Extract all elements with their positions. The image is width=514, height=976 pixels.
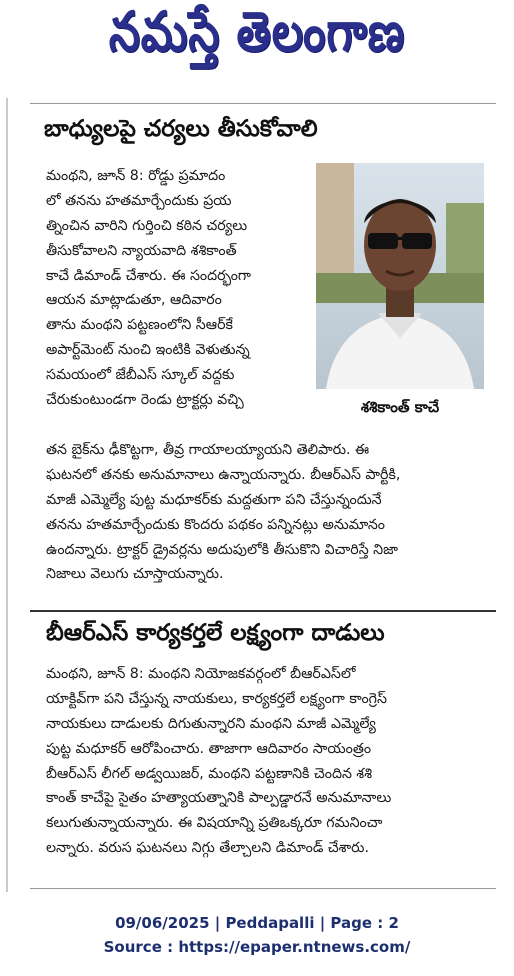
body-line: నాయకులు దాడులకు దిగుతున్నారని మంథని మాజీ ఎమ్మెల్యే [46, 715, 376, 732]
body-line: మంథని, జూన్ 8: రోడ్డు ప్రమాదం [46, 168, 226, 184]
body-line: కాచే డిమాండ్ చేశారు. ఈ సందర్భంగా [46, 267, 251, 284]
article2-body [46, 662, 498, 861]
body-line: తాను మంథని పట్టణంలోని సీఆర్‌కే [46, 317, 233, 334]
masthead [0, 0, 514, 78]
clipping-bottom-rule [30, 888, 496, 889]
body-line: తీసుకోవాలని న్యాయవాది శశికాంత్ [46, 242, 237, 259]
body-line: బీఆర్ఎస్ లీగల్ అడ్వయిజర్, మంథని పట్టణానికి చెందిన శశి [46, 765, 373, 782]
body-line: సమయంలో జేబీఎస్ స్కూల్ వద్దకు [46, 367, 235, 384]
portrait-photo [316, 163, 484, 389]
body-line: కాంత్ కాచేపై సైతం హత్యాయత్నానికి పాల్పడ్డారనే అనుమానాలు [46, 790, 392, 807]
masthead-title: నమస్తే తెలంగాణ [108, 0, 406, 64]
footer-source: Source : https://epaper.ntnews.com/ [103, 938, 411, 956]
body-line: తనను హతమార్చేందుకు కొందరు పథకం పన్నినట్లు అనుమానం [46, 516, 385, 533]
body-line: కలుగుతున్నాయన్నారు. ఈ విషయాన్ని ప్రతిఒక్కరూ గమనించా [46, 815, 383, 832]
body-line: అపార్ట్‌మెంట్ నుంచి ఇంటికి వెళుతున్న [46, 342, 250, 359]
body-line: చేరుకుంటుండగా రెండు ట్రాక్టర్లు వచ్చి [46, 392, 244, 409]
body-line: నిజాలు వెలుగు చూస్తాయన్నారు. [46, 566, 224, 583]
body-line: త్నించిన వారిని గుర్తించి కఠిన చర్యలు [46, 217, 248, 234]
body-line: మాజీ ఎమ్మెల్యే పుట్ట మధూకర్‌కు మద్దతుగా పని చేస్తున్నందునే [46, 491, 382, 508]
article-divider [30, 610, 496, 612]
photo-caption: శశికాంత్ కాచే [360, 398, 440, 416]
body-line: ఘటనలో తనకు అనుమానాలు ఉన్నాయన్నారు. బీఆర్‌ఎస్ పార్టీకి, [46, 466, 401, 483]
portrait-illustration [316, 163, 484, 389]
article1-body-wide [46, 438, 498, 587]
article2-headline: బీఆర్ఎస్ కార్యకర్తలే లక్ష్యంగా దాడులు [46, 620, 385, 646]
body-line: లో తనను హతమార్చేందుకు ప్రయ [46, 192, 232, 209]
body-line: ఆయన మాట్లాడుతూ, ఆదివారం [46, 292, 222, 309]
body-line: ఉందన్నారు. ట్రాక్టర్ డ్రైవర్లను అదుపులోకి తీసుకొని విచారిస్తే నిజా [46, 541, 398, 558]
body-line: యాక్టివ్‌గా పని చేస్తున్న నాయకులు, కార్యకర్తలే లక్ష్యంగా కాంగ్రెస్ [46, 690, 387, 707]
body-line: లన్నారు. వరుస ఘటనలు నిగ్గు తేల్చాలని డిమాండ్ చేశారు. [46, 840, 369, 857]
clipping-left-border [6, 98, 8, 892]
clipping-top-rule [30, 103, 496, 104]
body-line: పుట్ట మధూకర్ ఆరోపించారు. తాజాగా ఆదివారం సాయంత్రం [46, 740, 372, 757]
article1-headline: బాధ్యులపై చర్యలు తీసుకోవాలి [44, 116, 318, 142]
footer-date-edition: 09/06/2025 | Peddapalli | Page : 2 [115, 914, 399, 932]
body-line: తన బైక్‌ను ఢీకొట్టగా, తీవ్ర గాయాలయ్యాయని తెలిపారు. ఈ [46, 442, 370, 458]
body-line: మంథని, జూన్ 8: మంథని నియోజకవర్గంలో బీఆర్ఎస్‌లో [46, 666, 356, 682]
article1-body-narrow [46, 164, 308, 413]
